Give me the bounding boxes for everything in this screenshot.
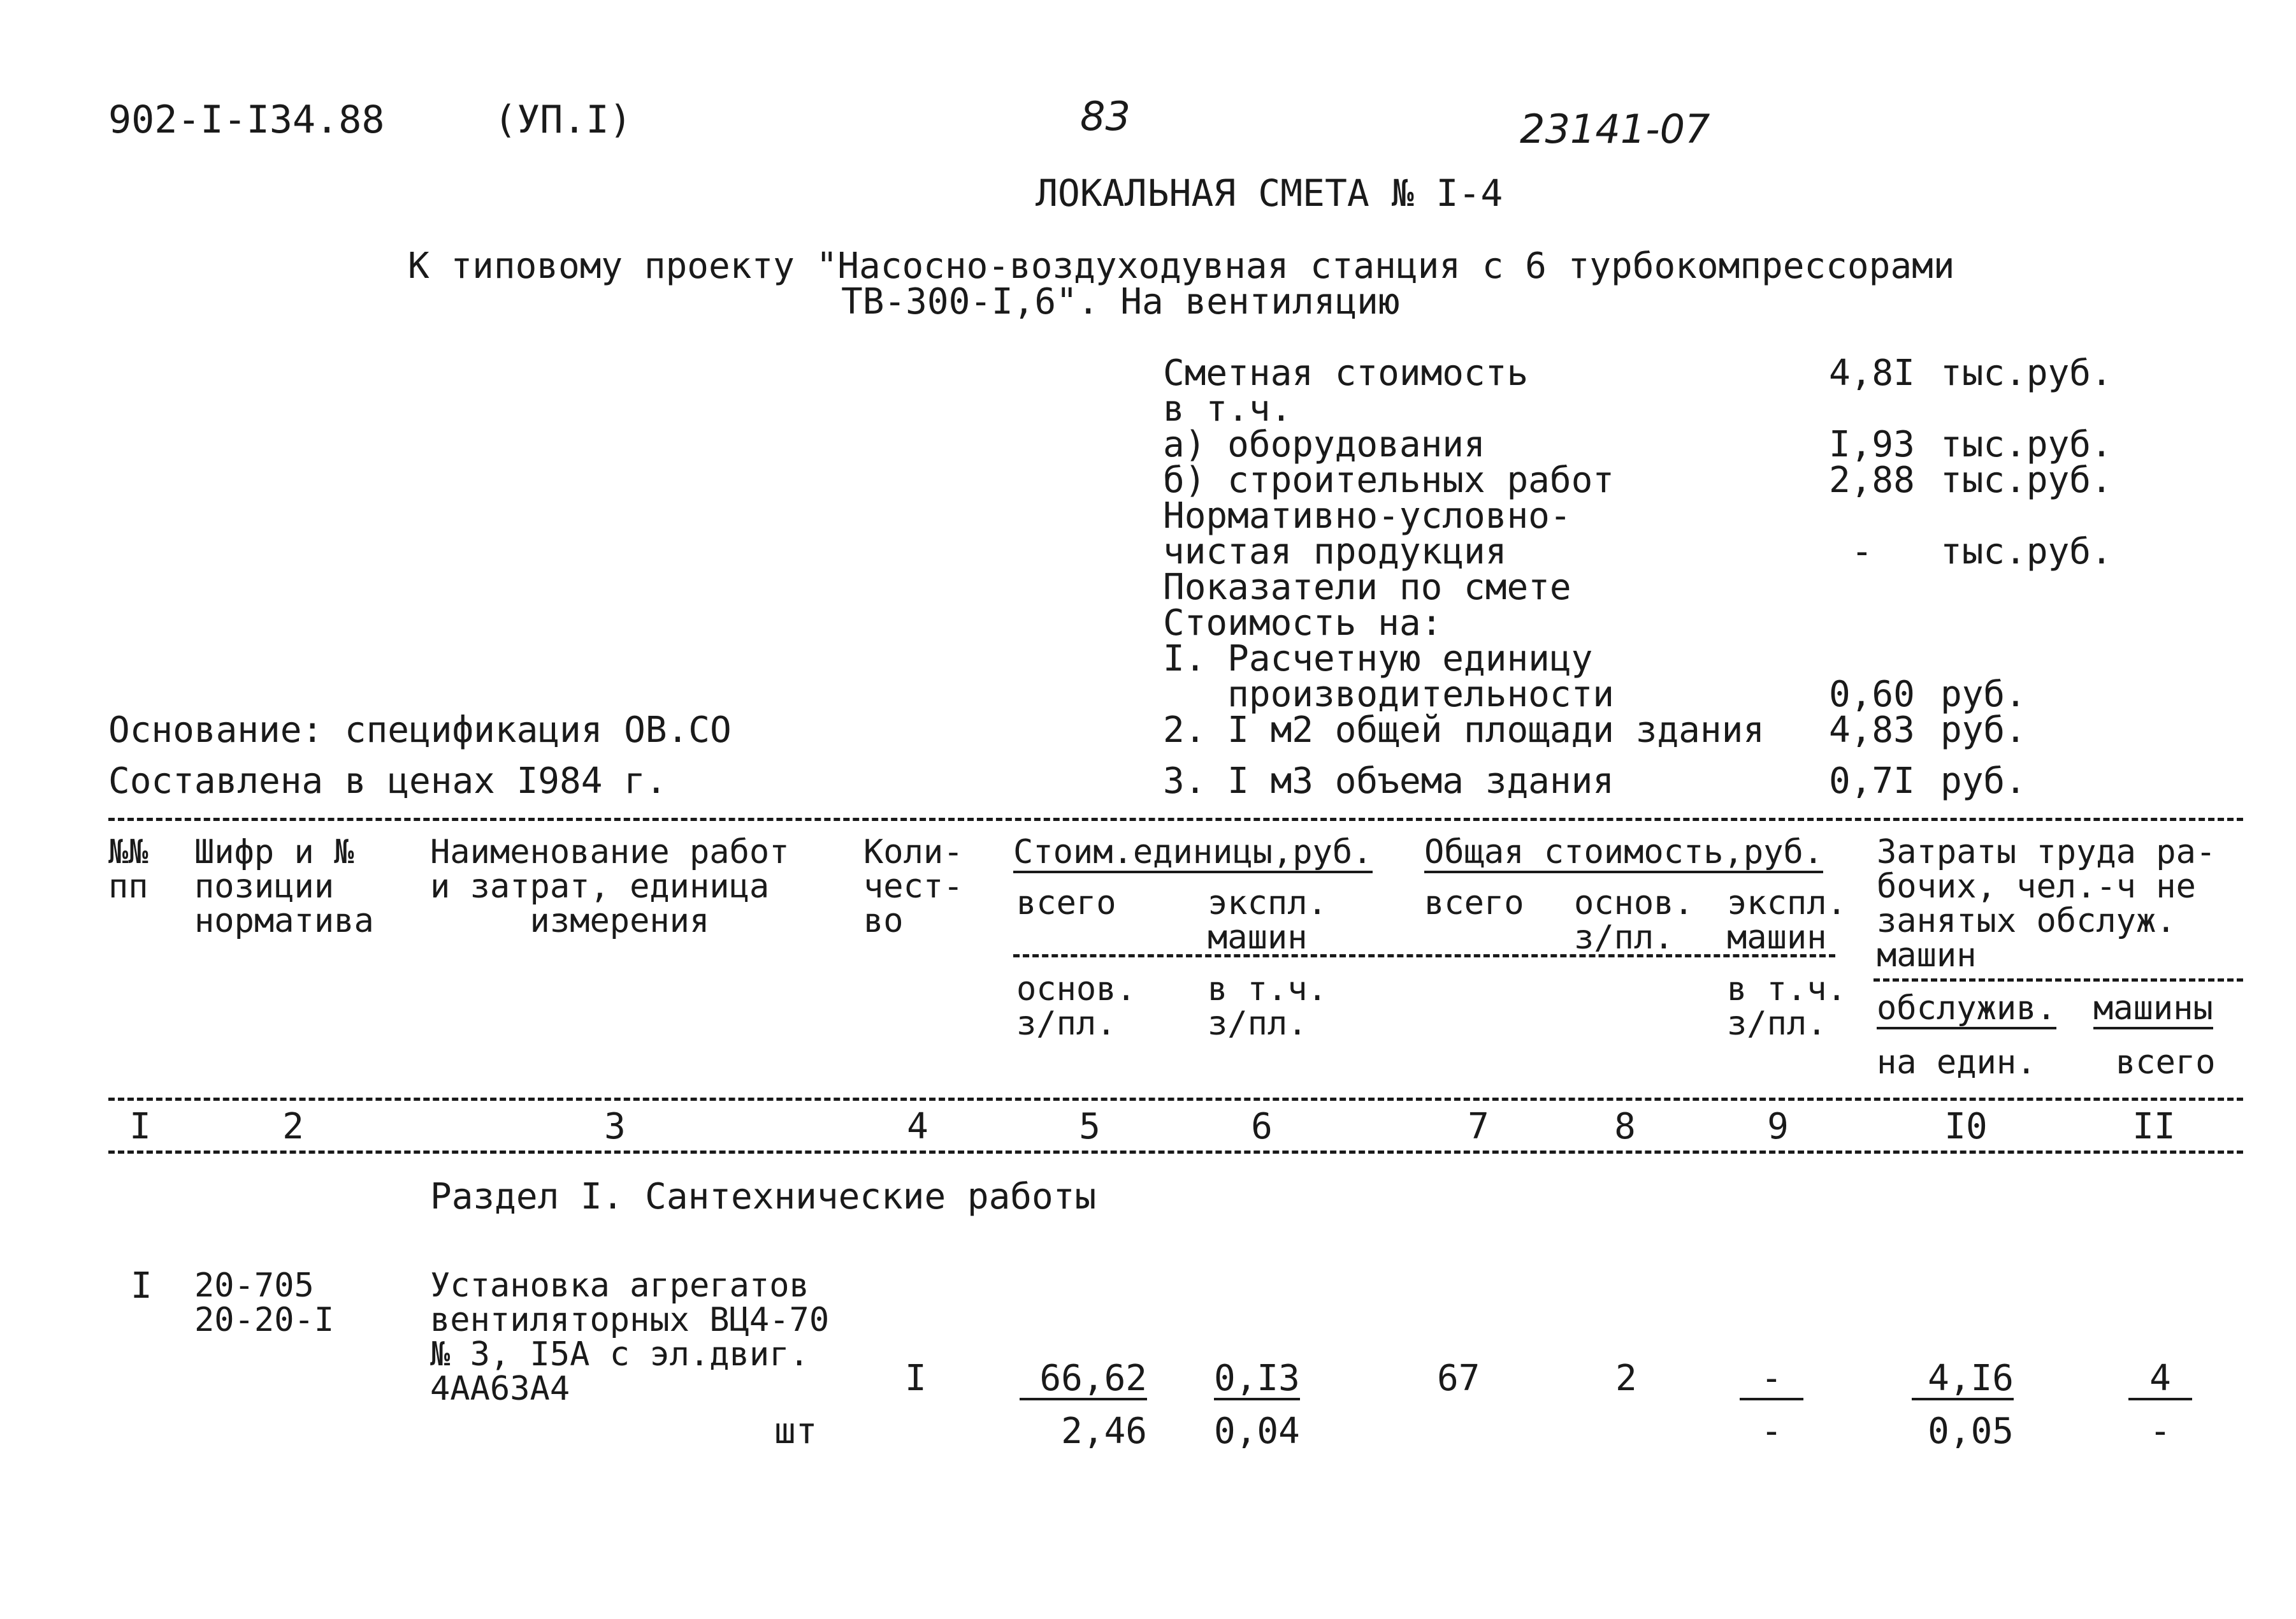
header-name: Наименование работ и затрат, единица измерения xyxy=(430,833,790,940)
header-labor-machines: машины xyxy=(2093,991,2213,1029)
row-labor-total: 4 xyxy=(2128,1361,2192,1400)
column-number: II xyxy=(2132,1106,2176,1147)
header-bottom-rule xyxy=(108,1098,2243,1101)
summary-unit: руб. xyxy=(1940,760,2026,802)
summary-label: чистая продукция xyxy=(1163,531,1507,572)
subtitle-line-1: К типовому проекту "Насосно-воздуходувная станция с 6 турбокомпрессорами xyxy=(408,245,1955,287)
summary-label: Сметная стоимость xyxy=(1163,352,1529,394)
summary-label: а) оборудования xyxy=(1163,424,1485,465)
row-total-machines: - xyxy=(1740,1361,1803,1400)
row-name: Установка агрегатов вентиляторных ВЦ4-70 № 3, I5А с эл.двиг. 4АА63А4 xyxy=(430,1267,830,1408)
header-unit-basic-wage: основ. з/пл. xyxy=(1016,970,1136,1043)
column-number: 3 xyxy=(604,1106,626,1147)
table-top-rule xyxy=(108,818,2243,821)
header-unit-machines: экспл. машин xyxy=(1208,884,1327,957)
summary-label: Стоимость на: xyxy=(1163,602,1443,644)
row-unit-basic-wage: 2,46 xyxy=(1061,1411,1147,1452)
row-number: I xyxy=(131,1265,152,1307)
column-number: 8 xyxy=(1614,1106,1636,1147)
header-total-basic-wage: основ. з/пл. xyxy=(1574,884,1694,957)
summary-value: I,93 xyxy=(1829,424,1915,465)
header-total-machines: экспл. машин xyxy=(1727,884,1847,957)
header-code: Шифр и № позиции норматива xyxy=(194,833,374,940)
row-labor-per-unit-machine: 0,05 xyxy=(1928,1411,2014,1452)
archive-number: 23141-07 xyxy=(1520,106,1710,152)
summary-label: 2. I м2 общей площади здания xyxy=(1163,709,1765,751)
album-number: (УП.I) xyxy=(494,98,632,142)
summary-unit: тыс.руб. xyxy=(1940,352,2112,394)
summary-label: Нормативно-условно- xyxy=(1163,495,1571,537)
summary-label: в т.ч. xyxy=(1163,388,1292,430)
header-unit-cost-group: Стоим.единицы,руб. xyxy=(1013,835,1373,873)
summary-label: I. Расчетную единицу xyxy=(1163,638,1593,679)
summary-unit: руб. xyxy=(1940,674,2026,715)
summary-value: 0,7I xyxy=(1829,760,1915,802)
header-total-cost-group: Общая стоимость,руб. xyxy=(1424,835,1823,873)
row-labor-total-machine: - xyxy=(2149,1411,2171,1452)
summary-value: 2,88 xyxy=(1829,460,1915,501)
header-labor-service: обслужив. xyxy=(1877,991,2056,1029)
header-labor-per-unit: на един. xyxy=(1877,1043,2037,1082)
row-code: 20-705 20-20-I xyxy=(194,1267,335,1339)
row-unit-machine-wage: 0,04 xyxy=(1214,1411,1300,1452)
summary-label: Показатели по смете xyxy=(1163,567,1571,608)
column-number: I0 xyxy=(1944,1106,1988,1147)
summary-label: 3. I м3 объема здания xyxy=(1163,760,1615,802)
column-number: 7 xyxy=(1468,1106,1489,1147)
header-sub-rule xyxy=(1013,954,1835,957)
summary-value: 4,8I xyxy=(1829,352,1915,394)
page-number: 83 xyxy=(1080,93,1130,140)
summary-value: - xyxy=(1851,531,1873,572)
row-unit: шт xyxy=(774,1411,818,1452)
prices-year-line: Составлена в ценах I984 г. xyxy=(108,760,667,802)
header-labor-total: всего xyxy=(2116,1043,2216,1082)
basis-line: Основание: спецификация ОВ.СО xyxy=(108,709,732,751)
summary-value: 4,83 xyxy=(1829,709,1915,751)
section-title: Раздел I. Сантехнические работы xyxy=(430,1176,1097,1217)
header-row-number: №№ пп xyxy=(108,833,148,906)
column-numbers-rule xyxy=(108,1151,2243,1154)
summary-unit: руб. xyxy=(1940,709,2026,751)
header-unit-total: всего xyxy=(1016,884,1116,922)
column-number: I xyxy=(129,1106,151,1147)
row-total-machine-wage: - xyxy=(1761,1411,1782,1452)
header-labor-group: Затраты труда ра- бочих, чел.-ч не занятых обслуж. машин xyxy=(1877,833,2216,975)
summary-unit: тыс.руб. xyxy=(1940,531,2112,572)
row-labor-per-unit: 4,I6 xyxy=(1912,1361,2014,1400)
header-unit-incl-wage: в т.ч. з/пл. xyxy=(1208,970,1327,1043)
header-quantity: Коли- чест- во xyxy=(863,833,964,940)
summary-unit: тыс.руб. xyxy=(1940,424,2112,465)
row-unit-total: 66,62 xyxy=(1020,1361,1147,1400)
summary-unit: тыс.руб. xyxy=(1940,460,2112,501)
header-total-incl-wage: в т.ч. з/пл. xyxy=(1727,970,1847,1043)
column-number: 9 xyxy=(1767,1106,1789,1147)
subtitle-line-2: ТВ-300-I,6". На вентиляцию xyxy=(841,281,1400,323)
column-number: 5 xyxy=(1079,1106,1101,1147)
summary-value: 0,60 xyxy=(1829,674,1915,715)
summary-label: производительности xyxy=(1163,674,1615,715)
estimate-title: ЛОКАЛЬНАЯ СМЕТА № I-4 xyxy=(1036,171,1503,215)
row-quantity: I xyxy=(905,1358,927,1399)
row-total-basic-wage: 2 xyxy=(1615,1358,1637,1399)
row-unit-machines: 0,I3 xyxy=(1214,1358,1300,1399)
document-code: 902-I-I34.88 xyxy=(108,98,385,142)
row-total: 67 xyxy=(1437,1358,1480,1399)
column-number: 2 xyxy=(282,1106,304,1147)
header-total-total: всего xyxy=(1424,884,1524,922)
summary-label: б) строительных работ xyxy=(1163,460,1615,501)
labor-sub-rule xyxy=(1874,978,2243,982)
column-number: 6 xyxy=(1251,1106,1273,1147)
column-number: 4 xyxy=(907,1106,928,1147)
